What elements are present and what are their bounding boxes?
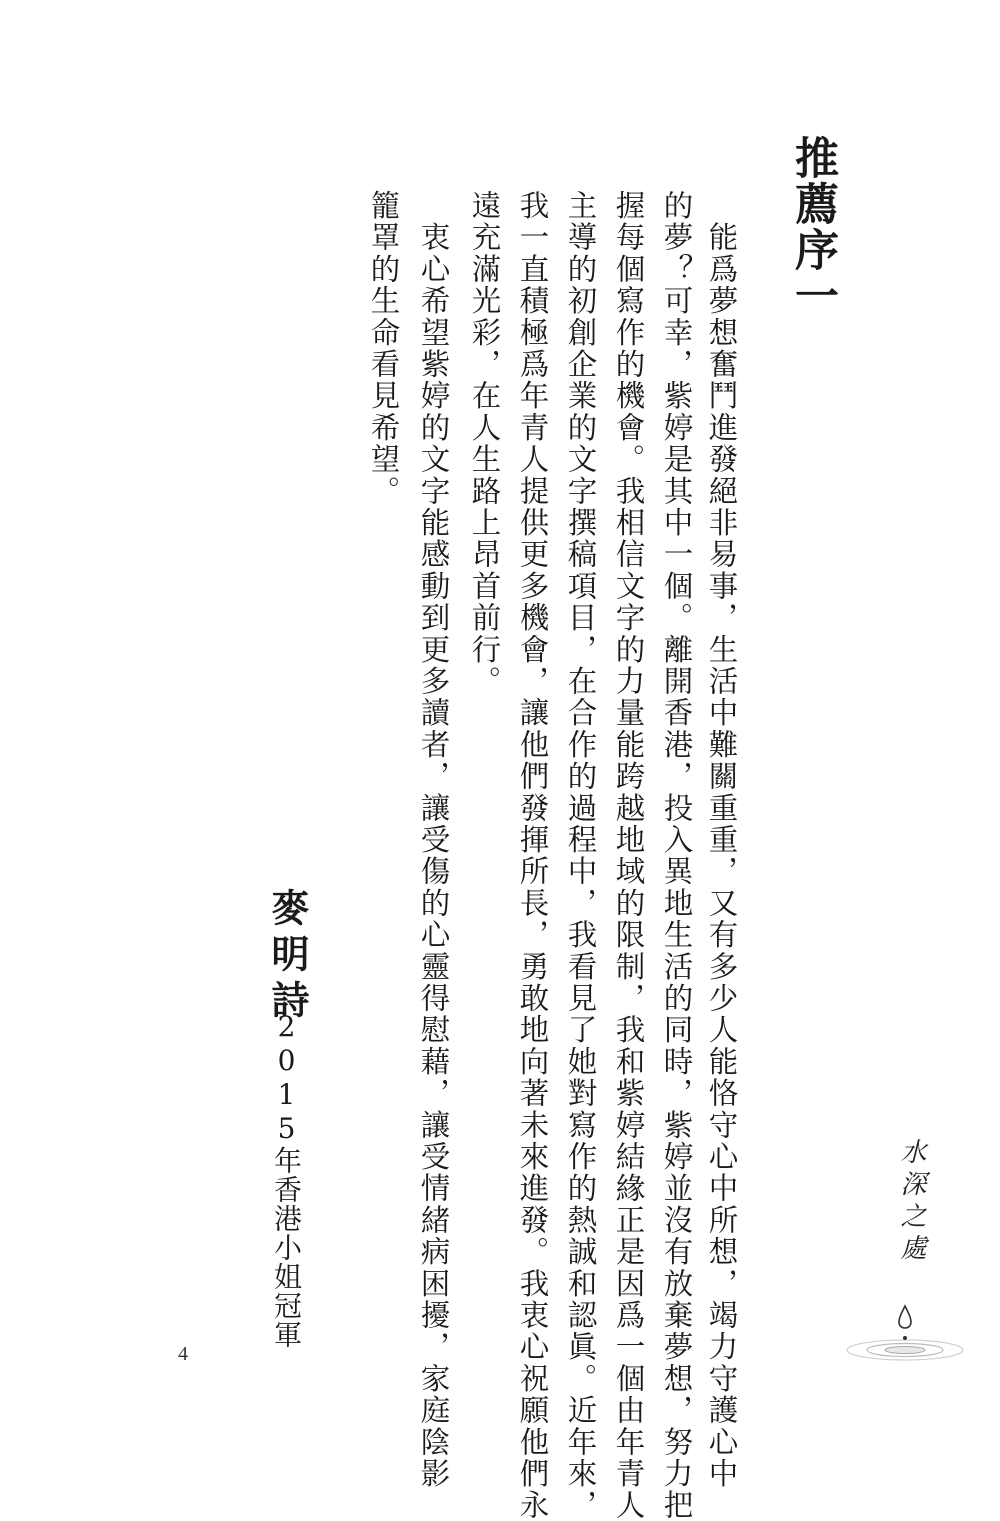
paragraph-line: 握每個寫作的機會。我相信文字的力量能跨越地域的限制，我和紫婷結緣正是因爲一個由年青人 — [611, 190, 646, 1521]
paragraph-line: 我一直積極爲年青人提供更多機會，讓他們發揮所長，勇敢地向著未來進發。我衷心祝願他們永 — [515, 190, 550, 1521]
page-title: 推薦序一 — [787, 135, 838, 319]
paragraph-line: 遠充滿光彩，在人生路上昂首前行。 — [467, 190, 502, 698]
water-drop-icon — [840, 1300, 970, 1370]
paragraph-line: 衷心希望紫婷的文字能感動到更多讀者，讓受傷的心靈得慰藉，讓受情緒病困擾，家庭陰影 — [416, 190, 451, 1490]
paragraph-line: 籠罩的生命看見希望。 — [366, 190, 401, 507]
signature-name: 麥明詩 — [265, 888, 310, 1026]
signature-title: 2015年香港小姐冠軍 — [270, 1010, 303, 1349]
page-number: 4 — [178, 1343, 188, 1365]
paragraph-line: 能爲夢想奮鬥進發絕非易事，生活中難關重重，又有多少人能恪守心中所想，竭力守護心中 — [704, 190, 739, 1490]
paragraph-line: 主導的初創企業的文字撰稿項目，在合作的過程中，我看見了她對寫作的熱誠和認眞。近年來， — [563, 190, 598, 1521]
brand-title: 水深之處 — [896, 1138, 926, 1266]
paragraph-line: 的夢？可幸，紫婷是其中一個。離開香港，投入異地生活的同時，紫婷並沒有放棄夢想，努力把 — [659, 190, 694, 1521]
